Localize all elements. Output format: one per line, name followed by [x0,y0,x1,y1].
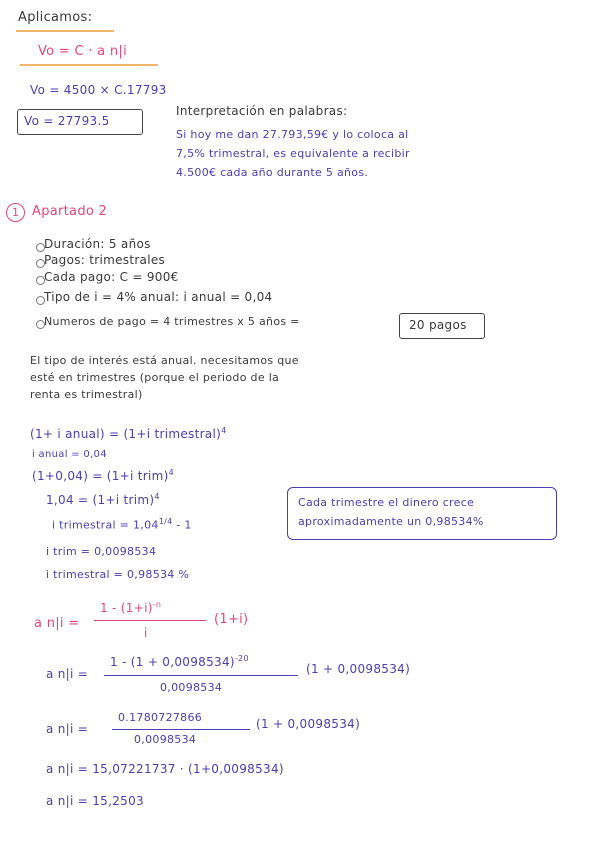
conversion-eq1-text: (1+ i anual) = (1+i trimestral) [30,427,222,441]
conversion-eq4-exp: 1/4 [158,517,173,526]
conversion-eq1 [30,426,226,441]
interpretacion-linea-3: 4.500€ cada año durante 5 años. [176,166,369,179]
interpretacion-titulo: Interpretación en palabras: [176,104,348,118]
resultado-final: a n|i = 15,2503 [46,794,144,808]
conversion-eq4-minus: - 1 [176,518,192,532]
anualidad-formula-exp: -n [152,600,162,609]
sustitucion-label: a n|i = [46,667,89,681]
conversion-eq4-text: i trimestral = 1,04 [52,518,159,532]
conversion-eq2-exp: 4 [168,468,175,477]
conversion-eq4 [52,517,192,532]
interpretacion-linea-1: Si hoy me dan 27.793,59€ y lo coloca al [176,128,409,141]
paso-den: 0,0098534 [134,733,197,746]
formula-general: Vo = C · a n|i [38,44,127,59]
title-underline [16,30,114,32]
anualidad-formula-num-text: 1 - (1+i) [100,601,153,615]
sustitucion-den: 0,0098534 [160,681,223,694]
conversion-eq3-exp: 4 [154,492,160,501]
sustitucion-exp: -20 [234,654,249,663]
resultado-valor: Vo = 27793.5 [24,114,110,128]
explicacion-linea-2: esté en trimestres (porque el periodo de la [30,371,280,384]
apartado-numero: 1 [6,203,25,222]
explicacion-linea-3: renta es trimestral) [30,388,143,401]
anualidad-formula-label: a n|i = [34,616,80,631]
interpretacion-linea-2: 7,5% trimestral, es equivalente a recibir [176,147,410,160]
sustitucion-fraction-line [104,675,298,676]
paso2: a n|i = 15,07221737 · (1+0,0098534) [46,762,284,776]
conversion-ianual: i anual = 0,04 [32,449,107,460]
sustitucion-factor: (1 + 0,0098534) [306,662,411,676]
paso-label: a n|i = [46,722,89,736]
nota-linea-1: Cada trimestre el dinero crece [298,496,475,509]
pagos-valor: 20 pagos [409,318,467,332]
conversion-itrimestral-pct: i trimestral = 0,98534 % [46,568,190,581]
formula-sustituida: Vo = 4500 × C.17793 [30,83,167,97]
dato-tipo-interes: Tipo de i = 4% anual: i anual = 0,04 [44,290,273,304]
conversion-eq2-text: (1+0,04) = (1+i trim) [32,469,169,483]
conversion-eq2 [32,468,174,483]
dato-numero-pagos: Numeros de pago = 4 trimestres x 5 años = [44,315,300,328]
anualidad-formula-num [100,600,161,615]
paso-fraction-line [112,729,250,730]
nota-linea-2: aproximadamente un 0,98534% [298,515,484,528]
anualidad-formula-fraction-line [94,620,206,621]
conversion-eq3-text: 1,04 = (1+i trim) [46,493,155,507]
dato-pagos: Pagos: trimestrales [44,253,166,267]
sustitucion-num [110,654,249,669]
section-title-aplicamos: Aplicamos: [18,10,93,25]
anualidad-formula-factor: (1+i) [214,612,249,627]
apartado-titulo: Apartado 2 [32,204,108,219]
formula-underline [20,64,158,66]
explicacion-linea-1: El tipo de interés está anual. necesitamos que [30,354,299,367]
paso-factor: (1 + 0,0098534) [256,717,361,731]
conversion-itrim: i trim = 0,0098534 [46,545,157,558]
nota-box [287,487,557,540]
conversion-eq1-exp: 4 [221,426,227,435]
dato-cada-pago: Cada pago: C = 900€ [44,270,179,284]
dato-duracion: Duración: 5 años [44,237,151,251]
anualidad-formula-den: i [144,626,148,640]
sustitucion-num-text: 1 - (1 + 0,0098534) [110,655,235,669]
conversion-eq3 [46,492,160,507]
paso-num: 0.1780727866 [118,711,203,724]
